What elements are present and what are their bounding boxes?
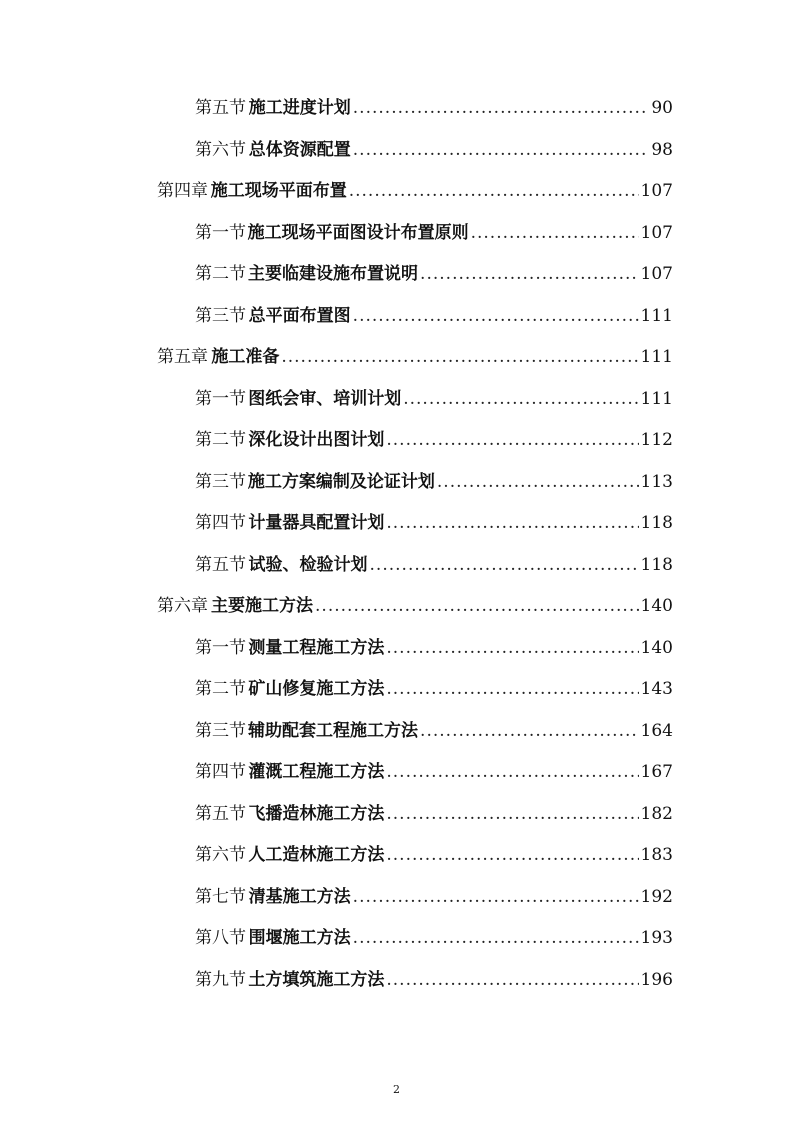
dot-leader xyxy=(353,923,639,953)
dot-leader xyxy=(437,467,639,497)
toc-entry-title: 灌溉工程施工方法 xyxy=(248,762,385,782)
toc-entry[interactable] xyxy=(195,135,673,165)
toc-entry-page: 98 xyxy=(651,139,673,160)
toc-entry-page: 140 xyxy=(640,637,673,658)
toc-chapter-title: 主要施工方法 xyxy=(211,596,314,616)
toc-entry[interactable] xyxy=(195,757,673,787)
toc-entry-label: 第五节 xyxy=(195,554,246,575)
toc-entry-title: 深化设计出图计划 xyxy=(248,430,385,450)
toc-entry[interactable] xyxy=(195,633,673,663)
dot-leader xyxy=(281,342,638,372)
toc-entry-label: 第三节 xyxy=(195,471,246,492)
toc-entry[interactable] xyxy=(195,467,673,497)
toc-entry-label: 第一节 xyxy=(195,388,246,409)
toc-entry[interactable] xyxy=(195,674,673,704)
toc-entry-title: 主要临建设施布置说明 xyxy=(248,264,419,284)
dot-leader xyxy=(353,301,639,331)
dot-leader xyxy=(471,218,639,248)
toc-entry-label: 第三节 xyxy=(195,720,246,741)
toc-chapter-label: 第六章 xyxy=(157,596,208,616)
toc-chapter[interactable] xyxy=(157,342,673,372)
toc-entry-title: 围堰施工方法 xyxy=(248,928,351,948)
toc-entry-page: 118 xyxy=(640,554,673,575)
toc-entry-title: 施工现场平面图设计布置原则 xyxy=(247,222,469,243)
toc-entry[interactable] xyxy=(195,384,673,414)
toc-entry-page: 164 xyxy=(640,720,673,741)
toc-entry-label: 第五节 xyxy=(195,98,246,118)
dot-leader xyxy=(386,799,638,829)
dot-leader xyxy=(386,508,638,538)
toc-entry-title: 计量器具配置计划 xyxy=(248,513,385,533)
toc-chapter-page: 140 xyxy=(640,596,673,616)
toc-chapter-label: 第五章 xyxy=(157,347,208,367)
toc-entry-title: 总平面布置图 xyxy=(248,305,351,326)
dot-leader xyxy=(370,550,639,580)
toc-entry[interactable] xyxy=(195,301,673,331)
dot-leader xyxy=(353,882,639,912)
toc-entry-page: 183 xyxy=(640,845,673,865)
toc-entry[interactable] xyxy=(195,508,673,538)
page-number: 2 xyxy=(393,1083,400,1096)
toc-entry[interactable] xyxy=(195,716,673,746)
toc-entry-label: 第五节 xyxy=(195,803,246,824)
toc-entry-label: 第四节 xyxy=(195,762,246,782)
dot-leader xyxy=(353,135,650,165)
toc-entry-page: 143 xyxy=(640,679,673,699)
toc-entry-label: 第一节 xyxy=(195,637,246,658)
toc-entry-label: 第二节 xyxy=(195,679,246,699)
toc-entry[interactable] xyxy=(195,425,673,455)
toc-entry-page: 107 xyxy=(640,264,673,284)
toc-entry[interactable] xyxy=(195,965,673,995)
toc-entry-label: 第四节 xyxy=(195,513,246,533)
toc-entry-title: 测量工程施工方法 xyxy=(248,637,385,658)
dot-leader xyxy=(386,674,638,704)
toc-entry-title: 施工进度计划 xyxy=(248,98,351,118)
dot-leader xyxy=(386,633,638,663)
toc-entry-label: 第二节 xyxy=(195,430,246,450)
toc-entry-title: 总体资源配置 xyxy=(248,139,351,160)
toc-entry-label: 第二节 xyxy=(195,264,246,284)
dot-leader xyxy=(420,259,639,289)
toc-entry-page: 107 xyxy=(640,222,673,243)
toc-entry[interactable] xyxy=(195,259,673,289)
dot-leader xyxy=(403,384,638,414)
toc-entry-page: 182 xyxy=(640,803,673,824)
toc-entry-title: 矿山修复施工方法 xyxy=(248,679,385,699)
toc-entry-label: 第九节 xyxy=(195,969,246,990)
toc-entry-label: 第八节 xyxy=(195,928,246,948)
toc-chapter[interactable] xyxy=(157,176,673,206)
toc-entry-title: 辅助配套工程施工方法 xyxy=(248,720,419,741)
toc-chapter-label: 第四章 xyxy=(157,181,208,201)
dot-leader xyxy=(386,425,638,455)
toc-chapter-page: 111 xyxy=(640,347,673,367)
toc-entry-label: 第六节 xyxy=(195,139,246,160)
toc-entry-label: 第七节 xyxy=(195,886,246,907)
toc-entry[interactable] xyxy=(195,799,673,829)
toc-entry[interactable] xyxy=(195,882,673,912)
toc-chapter-page: 107 xyxy=(640,181,673,201)
toc-entry-page: 112 xyxy=(640,430,673,450)
dot-leader xyxy=(386,757,638,787)
toc-entry-title: 土方填筑施工方法 xyxy=(248,969,385,990)
dot-leader xyxy=(386,965,638,995)
dot-leader xyxy=(420,716,639,746)
toc-entry-page: 193 xyxy=(640,928,673,948)
toc-entry-label: 第六节 xyxy=(195,845,246,865)
toc-entry-page: 113 xyxy=(640,471,673,492)
toc-entry[interactable] xyxy=(195,550,673,580)
toc-entry-page: 90 xyxy=(651,98,673,118)
toc-entry[interactable] xyxy=(195,93,673,123)
toc-entry[interactable] xyxy=(195,923,673,953)
toc-chapter-title: 施工准备 xyxy=(211,347,280,367)
toc-entry-label: 第一节 xyxy=(195,222,246,243)
toc-entry-title: 人工造林施工方法 xyxy=(248,845,385,865)
toc-entry-title: 图纸会审、培训计划 xyxy=(248,388,402,409)
toc-entry[interactable] xyxy=(195,840,673,870)
dot-leader xyxy=(315,591,639,621)
dot-leader xyxy=(353,93,650,123)
toc-entry-page: 111 xyxy=(640,305,673,326)
toc-entry-page: 196 xyxy=(640,969,673,990)
toc-entry[interactable] xyxy=(195,218,673,248)
dot-leader xyxy=(349,176,639,206)
toc-entry-page: 192 xyxy=(640,886,673,907)
toc-entry-page: 111 xyxy=(640,388,673,409)
dot-leader xyxy=(386,840,638,870)
toc-entry-page: 118 xyxy=(640,513,673,533)
toc-entry-title: 试验、检验计划 xyxy=(248,554,368,575)
toc-entry-label: 第三节 xyxy=(195,305,246,326)
toc-entry-title: 清基施工方法 xyxy=(248,886,351,907)
toc-entry-page: 167 xyxy=(640,762,673,782)
toc-chapter[interactable] xyxy=(157,591,673,621)
toc-chapter-title: 施工现场平面布置 xyxy=(210,181,347,201)
toc-entry-title: 施工方案编制及论证计划 xyxy=(247,471,435,492)
toc-entry-title: 飞播造林施工方法 xyxy=(248,803,385,824)
